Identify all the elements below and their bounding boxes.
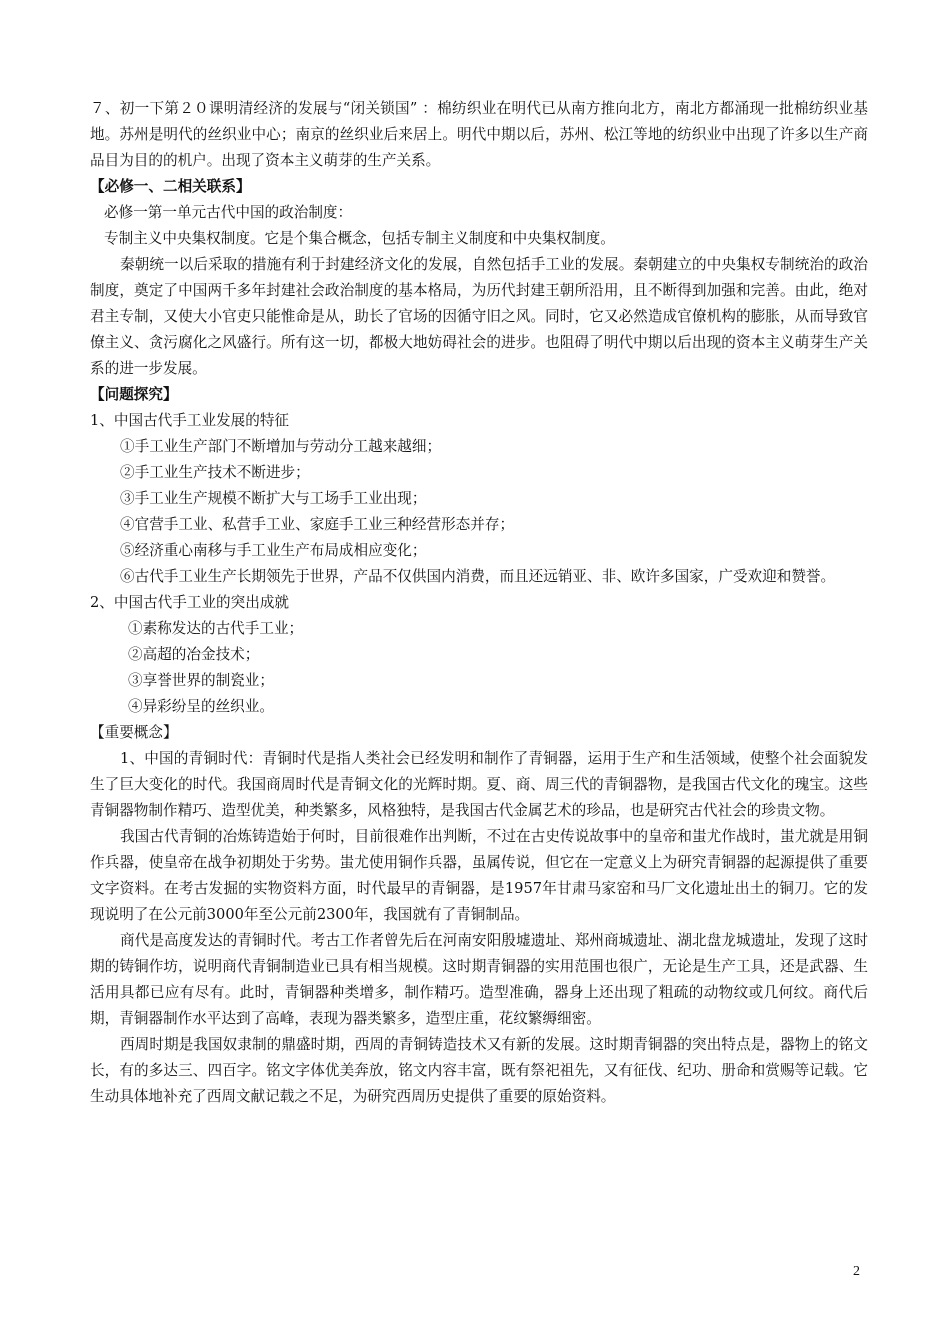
question-title: 1、中国古代手工业发展的特征: [90, 412, 290, 429]
list-item: ⑤经济重心南移与手工业生产布局成相应变化；: [120, 542, 427, 559]
list-item: ①素称发达的古代手工业；: [128, 620, 304, 637]
section1-paragraph: 秦朝统一以后采取的措施有利于封建经济文化的发展，自然包括手工业的发展。秦朝建立的中央集权专制统治的政治制度，奠定了中国两千多年封建社会政治制度的基本格局，为历代封建王朝所沿用，且不断得到加强和完善。由此，绝对君主专制，又使大小官吏只能惟命是从，助长了官场的因循守旧之风。同时，它又必然造成官僚机构的膨胀，从而导致官僚主义、贪污腐化之风盛行。所有这一切，都极大地妨碍社会的进步。也阻碍了明代中期以后出现的资本主义萌芽生产关系的进一步发展。: [90, 256, 868, 377]
list-item: ①手工业生产部门不断增加与劳动分工越来越细；: [120, 438, 442, 455]
concept-paragraph: 我国古代青铜的冶炼铸造始于何时，目前很难作出判断，不过在古史传说故事中的皇帝和蚩尤作战时，蚩尤就是用铜作兵器，使皇帝在战争初期处于劣势。蚩尤使用铜作兵器，虽属传说，但它在一定意义上为研究青铜器的起源提供了重要文字资料。在考古发掘的实物资料方面，时代最早的青铜器，是1957年甘肃马家窑和马厂文化遗址出土的铜刀。它的发现说明了在公元前3000年至公元前2300年，我国就有了青铜制品。: [90, 828, 868, 923]
section-heading-required-courses: 【必修一、二相关联系】: [90, 178, 251, 195]
section1-line: 必修一第一单元古代中国的政治制度：: [104, 204, 353, 221]
intro-paragraph: ７、初一下第２０课明清经济的发展与“闭关锁国” ：棉纺织业在明代已从南方推向北方，南北方都涌现一批棉纺织业基地。苏州是明代的丝织业中心；南京的丝织业后来居上。明代中期以后，苏州、松江等地的纺织业中出现了许多以生产商品目为目的的机户。出现了资本主义萌芽的生产关系。: [90, 100, 868, 169]
list-item: ⑥古代手工业生产长期领先于世界，产品不仅供国内消费，而且还远销亚、非、欧许多国家，广受欢迎和赞誉。: [120, 568, 836, 585]
list-item: ④异彩纷呈的丝织业。: [128, 698, 274, 715]
section1-line: 专制主义中央集权制度。它是个集合概念，包括专制主义制度和中央集权制度。: [104, 230, 615, 247]
document-page: [90, 96, 868, 1110]
list-item: ④官营手工业、私营手工业、家庭手工业三种经营形态并存；: [120, 516, 515, 533]
list-item: ③手工业生产规模不断扩大与工场手工业出现；: [120, 490, 427, 507]
concept-paragraph: 商代是高度发达的青铜时代。考古工作者曾先后在河南安阳殷墟遗址、郑州商城遗址、湖北盘龙城遗址，发现了这时期的铸铜作坊，说明商代青铜制造业已具有相当规模。这时期青铜器的实用范围也很广，无论是生产工具，还是武器、生活用具都已应有尽有。此时，青铜器种类增多，制作精巧。造型准确，器身上还出现了粗疏的动物纹或几何纹。商代后期，青铜器制作水平达到了高峰，表现为器类繁多，造型庄重，花纹繁缛细密。: [90, 932, 868, 1027]
concept-paragraph: 西周时期是我国奴隶制的鼎盛时期，西周的青铜铸造技术又有新的发展。这时期青铜器的突出特点是，器物上的铭文长，有的多达三、四百字。铭文字体优美奔放，铭文内容丰富，既有祭祀祖先，又有征伐、纪功、册命和赏赐等记载。它生动具体地补充了西周文献记载之不足，为研究西周历史提供了重要的原始资料。: [90, 1036, 868, 1105]
section-heading-problem-inquiry: 【问题探究】: [90, 386, 178, 403]
section-heading-key-concepts: 【重要概念】: [90, 724, 178, 741]
question-title: 2、中国古代手工业的突出成就: [90, 594, 290, 611]
list-item: ③享誉世界的制瓷业；: [128, 672, 274, 689]
list-item: ②手工业生产技术不断进步；: [120, 464, 310, 481]
list-item: ②高超的冶金技术；: [128, 646, 260, 663]
concept-paragraph: 1、中国的青铜时代：青铜时代是指人类社会已经发明和制作了青铜器，运用于生产和生活领域，使整个社会面貌发生了巨大变化的时代。我国商周时代是青铜文化的光辉时期。夏、商、周三代的青铜器物，是我国古代文化的瑰宝。这些青铜器物制作精巧、造型优美，种类繁多，风格独特，是我国古代金属艺术的珍品，也是研究古代社会的珍贵文物。: [90, 750, 868, 819]
page-number: 2: [853, 1264, 860, 1279]
